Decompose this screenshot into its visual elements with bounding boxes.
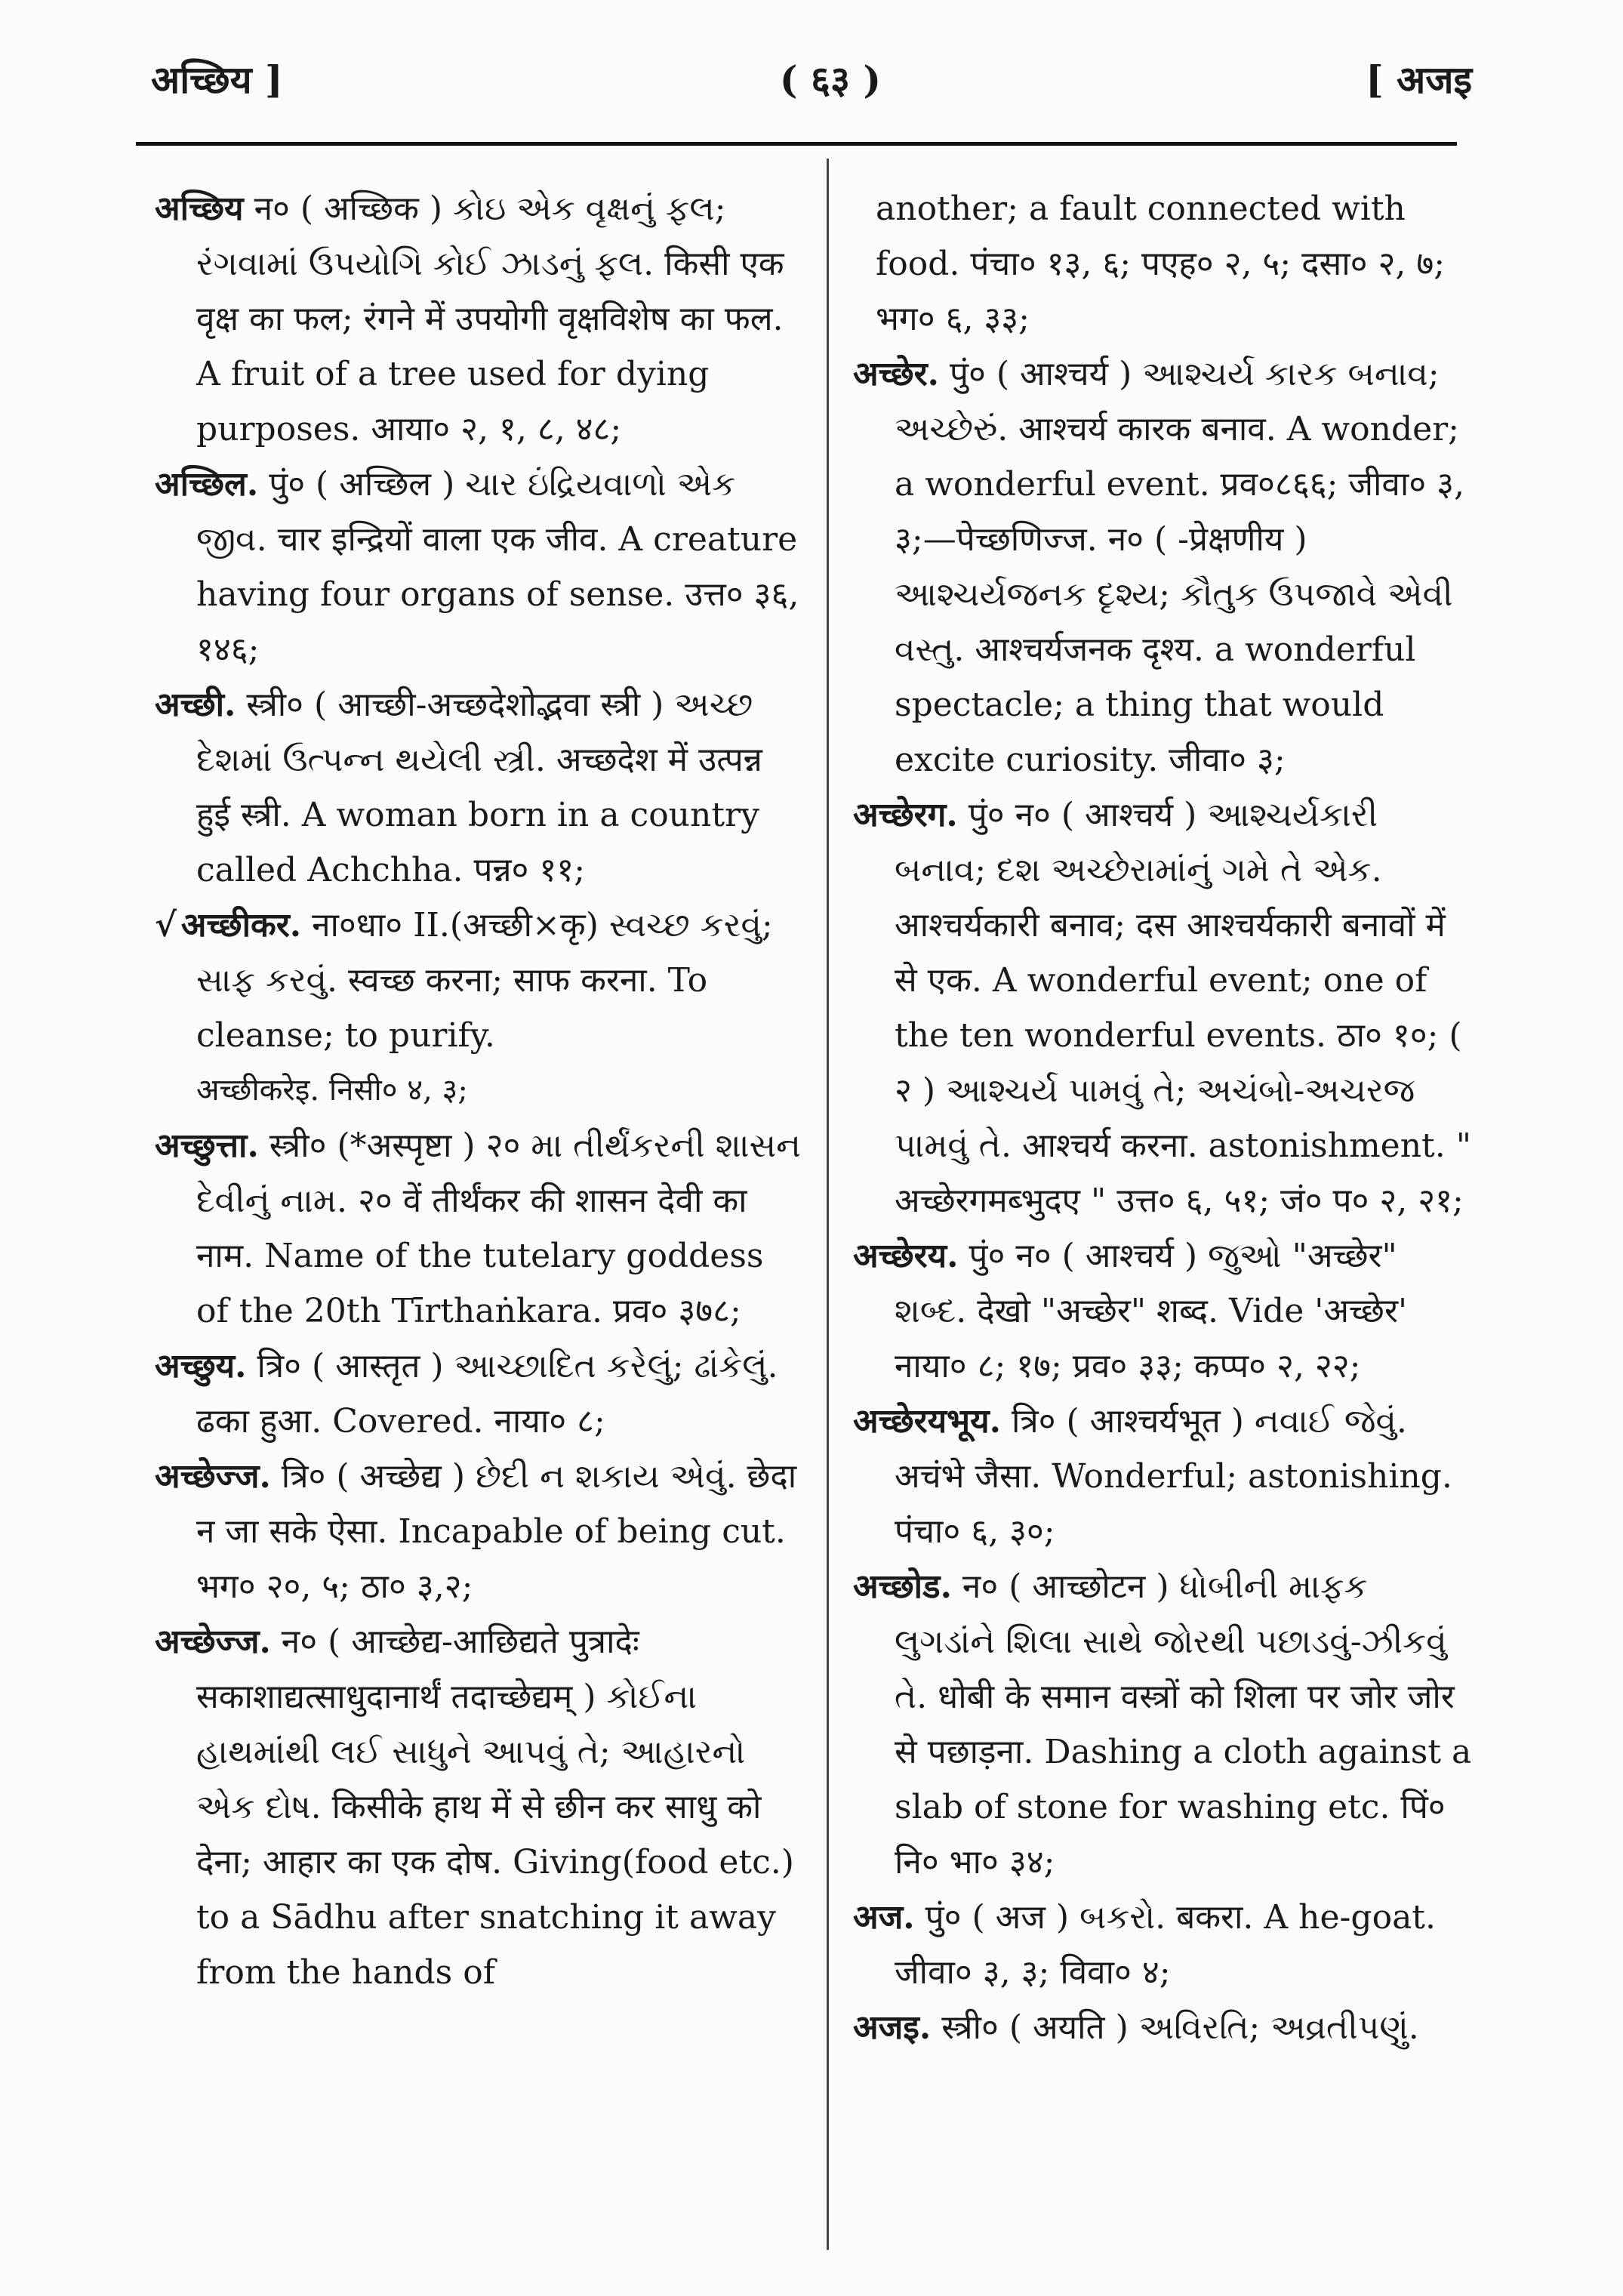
entry-continuation: another; a fault connected with food. पंचा० १३, ६; पएह० २, ५; दसा० २, ७; भग० ६, ३३; — [876, 190, 1446, 338]
definition: पुं० न० ( आश्चर्य ) આશ્ચર્યકારી બનાવ; દશ અચ્છેરામાંનું ગમે તે એક. आश्चर्यकारी बनाव; दस आश्चर्यकारी बनावों में से एक. A wonderful event; one of the ten wonderful events. ठा० १०; ( २ ) આશ્ચર્ય પામવું તે; અચંબો-અચરજ પામવું તે. आश्चर्य करना. astonishment. " अच्छेरगमब्भुदए " उत्त० ६, ५१; जं० प० २, २१; — [895, 796, 1471, 1220]
headword: अच्छेज्ज. — [155, 1623, 271, 1661]
headword: अच्छोड. — [853, 1567, 952, 1606]
headword: अच्छेरयभूय. — [853, 1402, 1001, 1441]
definition: ना०धा० II.(अच्छी×कृ) સ્વચ્છ કરવું; સાફ કરવું. स्वच्छ करना; साफ करना. To cleanse; to purify. — [196, 906, 773, 1055]
dictionary-entry — [155, 457, 804, 677]
headword: अच्छेरय. — [853, 1237, 959, 1275]
headword: अच्छुय. — [155, 1347, 247, 1385]
definition: पुं० ( आश्चर्य ) આશ્ચર્ય કારક બનાવ; અચ્છેરું. आश्चर्य कारक बनाव. A wonder; a wonderful event. प्रव०८६६; जीवा० ३, ३;—पेच्छणिज्ज. न० ( -प्रेक्षणीय ) આશ્ચર્યજનક દૃશ્ય; કૌતુક ઉપજાવે એવી વસ્તુ. आश्चर्यजनक दृश्य. a wonderful spectacle; a thing that would excite curiosity. जीवा० ३; — [895, 355, 1465, 779]
definition: स्त्री० ( आच्छी-अच्छदेशोद्भवा स्त्री ) અચ્છ દેશમાં ઉત્પન્ન થયેલી સ્ત્રી. अच्छदेश में उत्पन्न हुई स्त्री. A woman born in a country called Achchha. पन्न० ११; — [196, 686, 762, 889]
header-rule — [136, 142, 1457, 146]
dictionary-entry — [155, 1118, 804, 1339]
headword: अच्छेर. — [853, 355, 939, 393]
dictionary-entry — [155, 181, 804, 457]
headword: अच्छिल. — [155, 465, 259, 504]
definition: न० ( आच्छोटन ) ધોબીની માફક લુગડાંને શિલા સાથે જોરથી પછાડવું-ઝીકવું તે. धोबी के समान वस्त्रों को शिला पर जोर जोर से पछाड़ना. Dashing a cloth against a slab of stone for washing etc. पिं० नि० भा० ३४; — [895, 1567, 1472, 1881]
dictionary-entry — [853, 1559, 1472, 1890]
header-left-guideword: अच्छिय ] — [151, 57, 283, 102]
dictionary-entry — [853, 347, 1472, 787]
definition: पुं० ( अच्छिल ) ચાર ઇંદ્રિયવાળો એક જીવ. चार इन्द्रियों वाला एक जीव. A creature having four organs of sense. उत्त० ३६, १४६; — [196, 465, 799, 669]
headword: अच्छीकर. — [180, 906, 302, 945]
headword: अच्छेज्ज. — [155, 1457, 271, 1496]
dictionary-entry — [853, 2000, 1472, 2055]
dictionary-entry — [853, 1890, 1472, 2000]
left-column — [155, 181, 804, 2250]
dictionary-entry — [155, 1339, 804, 1449]
headword: अच्छी. — [155, 686, 236, 724]
header-right-guideword: [ अजइ — [1366, 57, 1472, 102]
definition: स्त्री० (*अस्पृष्टा ) २० મા તીર્થંકરની શાસન દેવીનું નામ. २० वें तीर्थंकर की शासन देवी का नाम. Name of the tutelary goddess of the 20th Tīrthaṅkara. प्रव० ३७८; — [196, 1126, 801, 1330]
definition: न० ( अच्छिक ) કોઇ એક વૃક્ષનું ફલ; રંગવામાં ઉપયોગિ કોઈ ઝાડનું ફલ. किसी एक वृक्ष का फल; रंगने में उपयोगी वृक्षविशेष का फल. A fruit of a tree used for dying purposes. आया० २, १, ८, ४८; — [196, 190, 784, 448]
dictionary-entry — [853, 1228, 1472, 1394]
dictionary-entry — [853, 787, 1472, 1228]
dictionary-entry — [853, 1394, 1472, 1559]
dictionary-entry — [155, 677, 804, 898]
definition: त्रि० ( आस्तृत ) આચ્છાદિત કરેલું; ઢાંકેલું. ढका हुआ. Covered. नाया० ८; — [196, 1347, 778, 1441]
headword: अजइ. — [853, 2008, 932, 2047]
definition: त्रि० ( अच्छेद्य ) છેદી ન શકાય એવું. छेदा न जा सके ऐसा. Incapable of being cut. भग० २०, ५; ठा० ३,२; — [196, 1457, 797, 1606]
definition: स्त्री० ( अयति ) અવિરતિ; અવ્રતીપણું. — [941, 2008, 1419, 2047]
headword: अच्छेरग. — [853, 796, 958, 834]
headword: अच्छुत्ता. — [155, 1126, 259, 1165]
check-mark-icon: √ — [155, 906, 177, 945]
definition: पुं० न० ( आश्चर्य ) જુઓ "अच्छेर" શબ્દ. देखो "अच्छेर" शब्द. Vide 'अच्छेर' नाया० ८; १७; प्रव० ३३; कप्प० २, २२; — [895, 1237, 1408, 1385]
definition: त्रि० ( आश्चर्यभूत ) નવાઈ જેવું. अचंभे जैसा. Wonderful; astonishing. पंचा० ६, ३०; — [895, 1402, 1452, 1551]
definition: न० ( आच्छेद्य-आछिद्यते पुत्रादेः सकाशाद्यत्साधुदानार्थं तदाच्छेद्यम् ) કોઈના હાથમાંથી લઈ સાધુને આપવું તે; આહારનો એક દોષ. किसीके हाथ में से छीन कर साधु को देना; आहार का एक दोष. Giving(food etc.) to a Sādhu after snatching it away from the hands of — [196, 1623, 794, 1992]
column-divider — [827, 159, 829, 2250]
headword: अज. — [853, 1898, 915, 1937]
headword: अच्छिय — [155, 190, 244, 228]
dictionary-entry — [155, 898, 804, 1063]
definition: पुं० ( अज ) બકરો. बकरा. A he-goat. जीवा० ३, ३; विवा० ४; — [895, 1898, 1436, 1992]
sub-form: अच्छीकरेइ. निसी० ४, ३; — [196, 1073, 468, 1108]
page-header — [136, 53, 1495, 121]
dictionary-entry — [155, 1614, 804, 2000]
page-number: ( ६३ ) — [779, 57, 882, 102]
dictionary-entry — [155, 1449, 804, 1614]
right-column — [853, 181, 1472, 2250]
